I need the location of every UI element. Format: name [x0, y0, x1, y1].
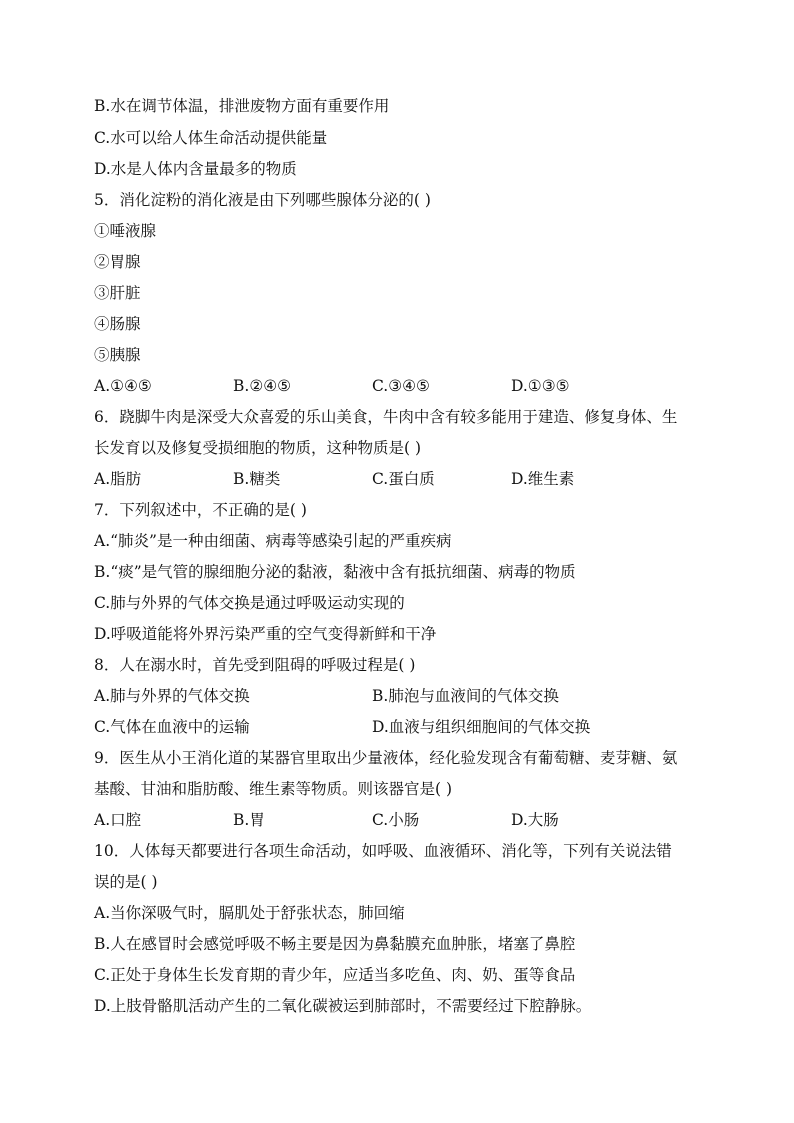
q4-option-c: C.水可以给人体生命活动提供能量 [94, 129, 328, 147]
q8-option-b: B.肺泡与血液间的气体交换 [372, 687, 559, 705]
q10-option-c: C.正处于身体生长发育期的青少年，应适当多吃鱼、肉、奶、蛋等食品 [94, 966, 576, 984]
q6-option-c: C.蛋白质 [372, 470, 435, 488]
q7-option-c: C.肺与外界的气体交换是通过呼吸运动实现的 [94, 594, 405, 612]
q6-option-b: B.糖类 [233, 470, 281, 488]
q8-stem: 8．人在溺水时，首先受到阻碍的呼吸过程是( ) [94, 656, 416, 674]
q5-item-5: ⑤胰腺 [94, 346, 141, 364]
q7-stem: 7．下列叙述中，不正确的是( ) [94, 501, 307, 519]
q10-option-d: D.上肢骨骼肌活动产生的二氧化碳被运到肺部时，不需要经过下腔静脉。 [94, 997, 592, 1015]
q5-item-3: ③肝脏 [94, 284, 141, 302]
q9-option-d: D.大肠 [511, 811, 559, 829]
q9-option-a: A.口腔 [94, 811, 142, 829]
q4-option-d: D.水是人体内含量最多的物质 [94, 160, 297, 178]
q7-option-a: A.“肺炎”是一种由细菌、病毒等感染引起的严重疾病 [94, 532, 452, 550]
q4-option-b: B.水在调节体温，排泄废物方面有重要作用 [94, 97, 390, 115]
q9-stem-line2: 基酸、甘油和脂肪酸、维生素等物质。则该器官是( ) [94, 780, 453, 798]
q8-option-c: C.气体在血液中的运输 [94, 718, 250, 736]
q9-option-b: B.胃 [233, 811, 265, 829]
q8-option-a: A.肺与外界的气体交换 [94, 687, 250, 705]
q10-option-b: B.人在感冒时会感觉呼吸不畅主要是因为鼻黏膜充血肿胀，堵塞了鼻腔 [94, 935, 576, 953]
q7-option-b: B.“痰”是气管的腺细胞分泌的黏液，黏液中含有抵抗细菌、病毒的物质 [94, 563, 576, 581]
q5-option-d: D.①③⑤ [511, 377, 570, 395]
q6-option-a: A.脂肪 [94, 470, 142, 488]
q5-item-4: ④肠腺 [94, 315, 141, 333]
q5-option-b: B.②④⑤ [233, 377, 292, 395]
q9-option-c: C.小肠 [372, 811, 420, 829]
q5-stem: 5．消化淀粉的消化液是由下列哪些腺体分泌的( ) [94, 191, 431, 209]
q5-item-1: ①唾液腺 [94, 222, 157, 240]
q7-option-d: D.呼吸道能将外界污染严重的空气变得新鲜和干净 [94, 625, 437, 643]
q6-stem-line2: 长发育以及修复受损细胞的物质，这种物质是( ) [94, 439, 422, 457]
q5-option-c: C.③④⑤ [372, 377, 430, 395]
q9-stem-line1: 9．医生从小王消化道的某器官里取出少量液体，经化验发现含有葡萄糖、麦芽糖、氨 [94, 749, 678, 767]
q6-option-d: D.维生素 [511, 470, 575, 488]
q8-option-d: D.血液与组织细胞间的气体交换 [372, 718, 591, 736]
q10-option-a: A.当你深吸气时，膈肌处于舒张状态，肺回缩 [94, 904, 405, 922]
q10-stem-line2: 误的是( ) [94, 873, 158, 891]
q10-stem-line1: 10．人体每天都要进行各项生命活动，如呼吸、血液循环、消化等，下列有关说法错 [94, 842, 672, 860]
q5-option-a: A.①④⑤ [94, 377, 152, 395]
q5-item-2: ②胃腺 [94, 253, 141, 271]
q6-stem-line1: 6．跷脚牛肉是深受大众喜爱的乐山美食，牛肉中含有较多能用于建造、修复身体、生 [94, 408, 678, 426]
